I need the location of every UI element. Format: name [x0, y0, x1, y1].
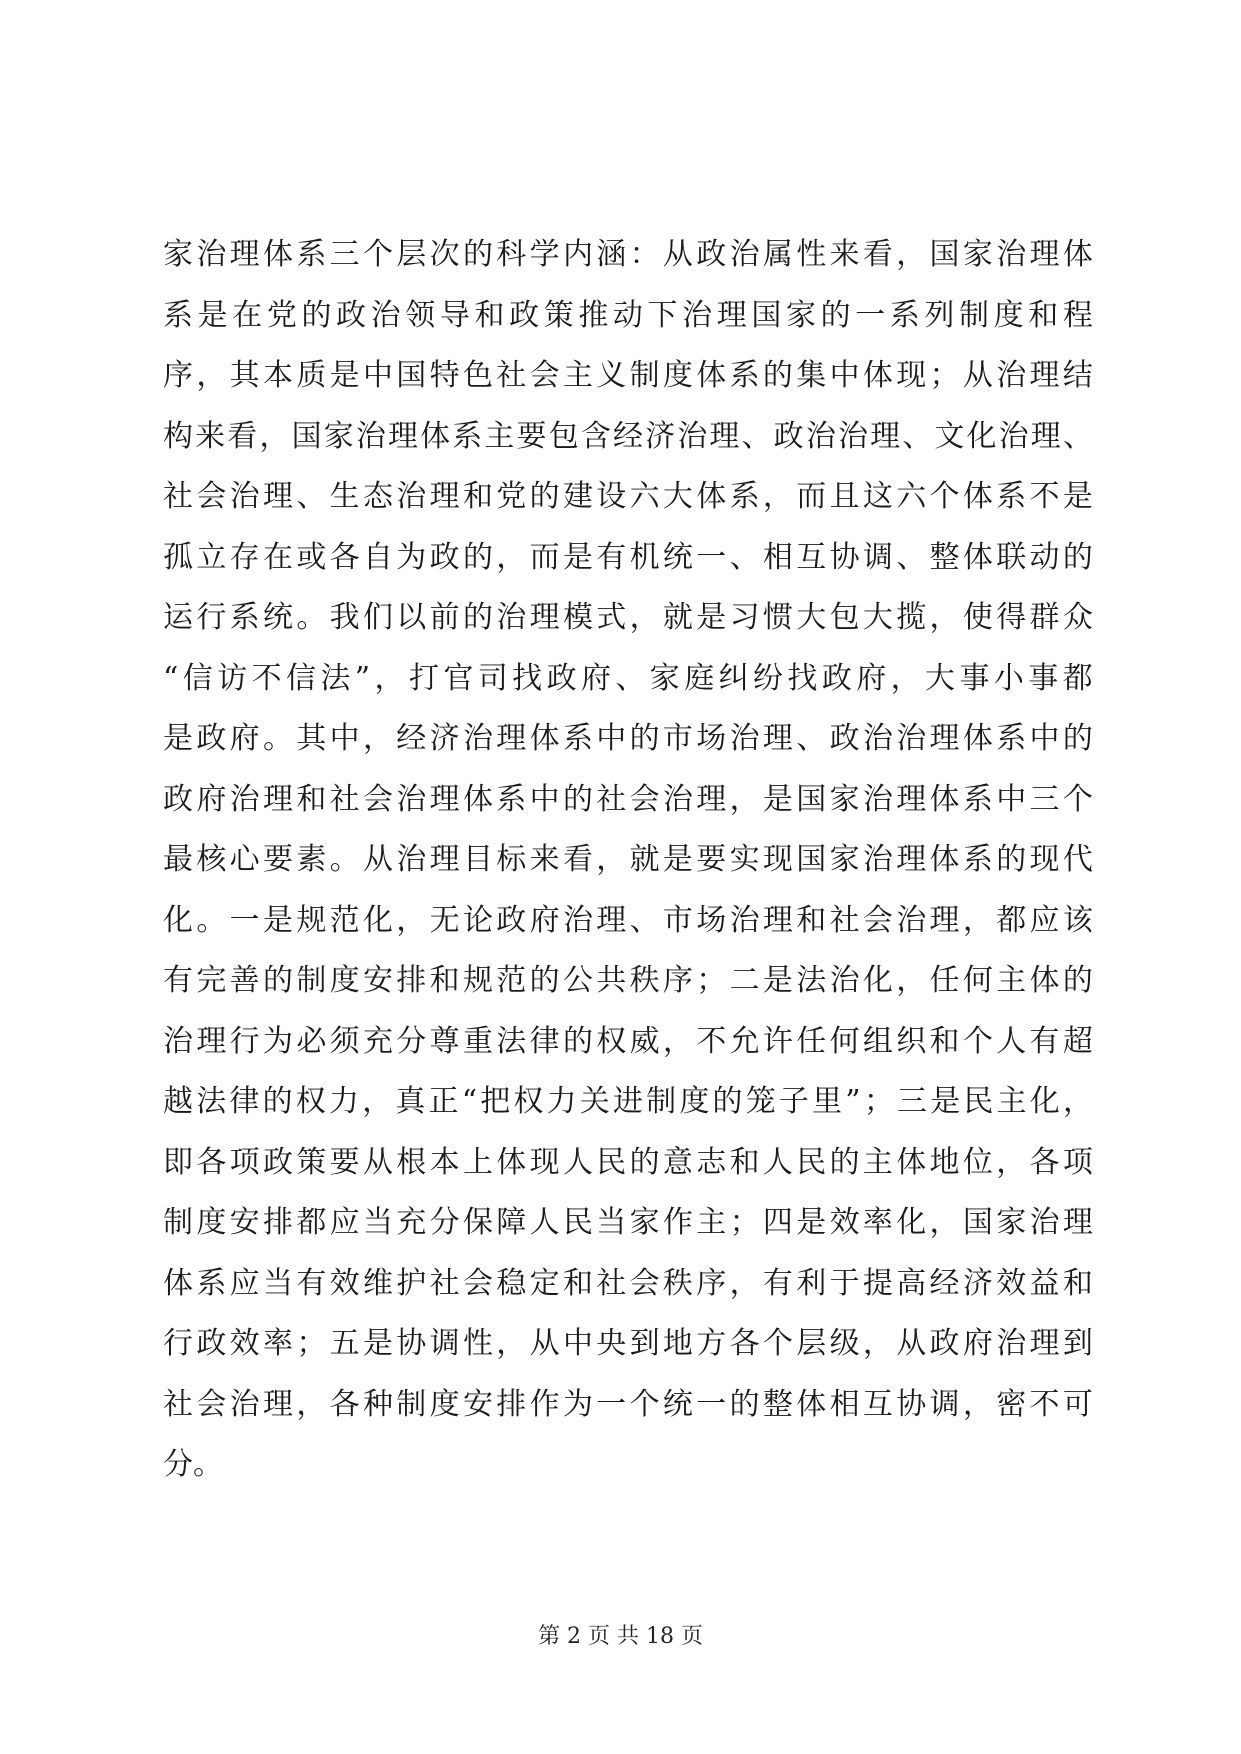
text-line: 社 会 治 理 ， 各 种 制 度 安 排 作 为 一 个 统 一 的 整 体 相 互 协 调 ， 密 不 可: [163, 1386, 1093, 1422]
text-line: 行 政 效 率 ； 五 是 协 调 性 ， 从 中 央 到 地 方 各 个 层 级 ， 从 政 府 治 理 到: [163, 1326, 1093, 1361]
text-line: “ 信 访 不 信 法 ” ， 打 官 司 找 政 府 、 家 庭 纠 纷 找 政 府 ， 大 事 小 事 都: [163, 660, 1093, 696]
text-line: 政 府 治 理 和 社 会 治 理 体 系 中 的 社 会 治 理 ， 是 国 家 治 理 体 系 中 三 个: [163, 781, 1093, 817]
text-line: 运 行 系 统 。 我 们 以 前 的 治 理 模 式 ， 就 是 习 惯 大 包 大 揽 ， 使 得 群 众: [163, 600, 1093, 635]
page-footer: 第 2 页 共 18 页: [538, 1624, 703, 1649]
text-line: 体 系 应 当 有 效 维 护 社 会 稳 定 和 社 会 秩 序 ， 有 利 于 提 高 经 济 效 益 和: [163, 1265, 1093, 1301]
text-line: 构 来 看 ， 国 家 治 理 体 系 主 要 包 含 经 济 治 理 、 政 治 治 理 、 文 化 治 理 、: [163, 418, 1093, 454]
text-line: 化 。 一 是 规 范 化 ， 无 论 政 府 治 理 、 市 场 治 理 和 社 会 治 理 ， 都 应 该: [163, 902, 1093, 938]
text-line: 社 会 治 理 、 生 态 治 理 和 党 的 建 设 六 大 体 系 ， 而 且 这 六 个 体 系 不 是: [163, 479, 1093, 514]
text-line: 孤 立 存 在 或 各 自 为 政 的 ， 而 是 有 机 统 一 、 相 互 协 调 、 整 体 联 动 的: [163, 539, 1093, 575]
text-line: 分 。: [163, 1447, 223, 1482]
text-line: 有 完 善 的 制 度 安 排 和 规 范 的 公 共 秩 序 ； 二 是 法 治 化 ， 任 何 主 体 的: [163, 963, 1093, 998]
body-paragraph: [163, 225, 1093, 1496]
text-line: 制 度 安 排 都 应 当 充 分 保 障 人 民 当 家 作 主 ； 四 是 效 率 化 ， 国 家 治 理: [163, 1205, 1093, 1240]
text-line: 系 是 在 党 的 政 治 领 导 和 政 策 推 动 下 治 理 国 家 的 一 系 列 制 度 和 程: [163, 297, 1093, 333]
text-line: 治 理 行 为 必 须 充 分 尊 重 法 律 的 权 威 ， 不 允 许 任 何 组 织 和 个 人 有 超: [163, 1023, 1093, 1059]
text-line: 序 ， 其 本 质 是 中 国 特 色 社 会 主 义 制 度 体 系 的 集 中 体 现 ； 从 治 理 结: [163, 358, 1093, 393]
text-line: 是 政 府 。 其 中 ， 经 济 治 理 体 系 中 的 市 场 治 理 、 政 治 治 理 体 系 中 的: [163, 721, 1093, 756]
text-line: 最 核 心 要 素 。 从 治 理 目 标 来 看 ， 就 是 要 实 现 国 家 治 理 体 系 的 现 代: [163, 842, 1093, 877]
text-line: 越 法 律 的 权 力 ， 真 正 “ 把 权 力 关 进 制 度 的 笼 子 里 ” ； 三 是 民 主 化 ，: [163, 1084, 1093, 1119]
text-line: 即 各 项 政 策 要 从 根 本 上 体 现 人 民 的 意 志 和 人 民 的 主 体 地 位 ， 各 项: [163, 1144, 1093, 1180]
text-line: 家 治 理 体 系 三 个 层 次 的 科 学 内 涵 ： 从 政 治 属 性 来 看 ， 国 家 治 理 体: [163, 237, 1093, 272]
